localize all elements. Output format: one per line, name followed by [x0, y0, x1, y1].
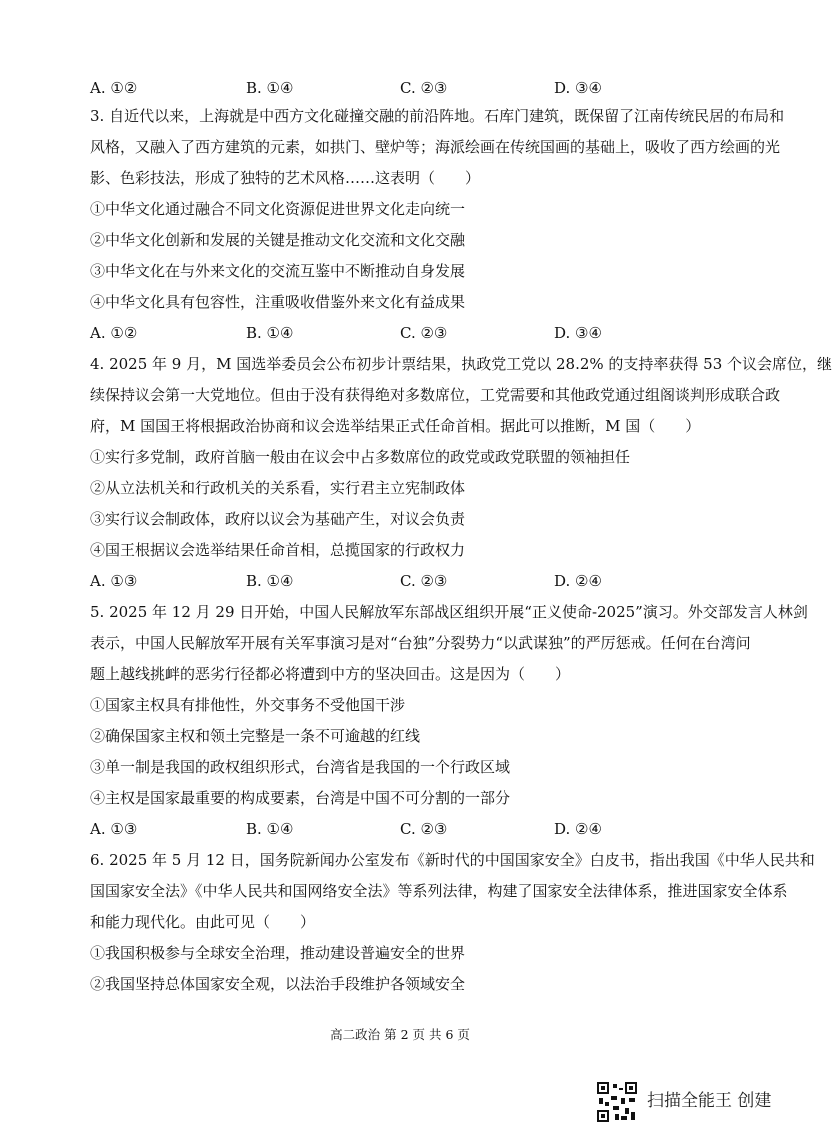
option-d: D. ③④ — [554, 324, 602, 342]
q4-statement: ②从立法机关和行政机关的关系看，实行君主立宪制政体 — [90, 479, 466, 497]
q5-statement: ④主权是国家最重要的构成要素，台湾是中国不可分割的一部分 — [90, 789, 511, 807]
q4-stem-line: 4. 2025 年 9 月，M 国选举委员会公布初步计票结果，执政党工党以 28.2% 的支持率获得 53 个议会席位，继 — [90, 355, 832, 373]
q3-stem-line: 影、色彩技法，形成了独特的艺术风格……这表明（ ） — [90, 169, 481, 187]
option-a: A. ①② — [90, 79, 138, 97]
option-d: D. ③④ — [554, 79, 602, 97]
q4-options — [90, 569, 730, 593]
option-a: A. ①③ — [90, 820, 138, 838]
option-a: A. ①③ — [90, 572, 138, 590]
q5-stem-line: 5. 2025 年 12 月 29 日开始，中国人民解放军东部战区组织开展“正义使命-2025”演习。外交部发言人林剑 — [90, 603, 808, 621]
option-c: C. ②③ — [400, 572, 448, 590]
q5-stem-line: 题上越线挑衅的恶劣行径都必将遭到中方的坚决回击。这是因为（ ） — [90, 665, 571, 683]
q5-options — [90, 817, 730, 841]
q6-stem-line: 和能力现代化。由此可见（ ） — [90, 913, 316, 931]
scanner-watermark — [597, 1080, 797, 1122]
q6-stem-line: 6. 2025 年 5 月 12 日，国务院新闻办公室发布《新时代的中国国家安全》白皮书，指出我国《中华人民共和 — [90, 851, 815, 869]
option-b: B. ①④ — [246, 572, 294, 590]
q5-statement: ②确保国家主权和领土完整是一条不可逾越的红线 — [90, 727, 421, 745]
option-c: C. ②③ — [400, 79, 448, 97]
qr-code-icon — [597, 1082, 637, 1122]
q4-stem-line: 府，M 国国王将根据政治协商和议会选举结果正式任命首相。据此可以推断，M 国（ ） — [90, 417, 701, 435]
q6-statement: ②我国坚持总体国家安全观，以法治手段维护各领域安全 — [90, 975, 466, 993]
q3-statement: ②中华文化创新和发展的关键是推动文化交流和文化交融 — [90, 231, 466, 249]
q6-statement: ①我国积极参与全球安全治理，推动建设普遍安全的世界 — [90, 944, 466, 962]
q5-statement: ③单一制是我国的政权组织形式，台湾省是我国的一个行政区域 — [90, 758, 511, 776]
q4-stem-line: 续保持议会第一大党地位。但由于没有获得绝对多数席位，工党需要和其他政党通过组阁谈判形成联合政 — [90, 386, 781, 404]
q3-options — [90, 321, 730, 345]
q6-stem-line: 国国家安全法》《中华人民共和国网络安全法》等系列法律，构建了国家安全法律体系，推进国家安全体系 — [90, 882, 788, 900]
q5-stem-line: 表示，中国人民解放军开展有关军事演习是对“台独”分裂势力“以武谋独”的严厉惩戒。任何在台湾问 — [90, 634, 751, 652]
q4-statement: ①实行多党制，政府首脑一般由在议会中占多数席位的政党或政党联盟的领袖担任 — [90, 448, 631, 466]
option-b: B. ①④ — [246, 820, 294, 838]
q5-statement: ①国家主权具有排他性，外交事务不受他国干涉 — [90, 696, 406, 714]
q3-stem-line: 风格，又融入了西方建筑的元素，如拱门、壁炉等；海派绘画在传统国画的基础上，吸收了西方绘画的光 — [90, 138, 781, 156]
prev-question-options — [90, 76, 730, 100]
scanner-label: 扫描全能王 创建 — [647, 1091, 772, 1111]
q3-stem-line: 3. 自近代以来，上海就是中西方文化碰撞交融的前沿阵地。石库门建筑，既保留了江南传统民居的布局和 — [90, 107, 785, 125]
q4-statement: ③实行议会制政体，政府以议会为基础产生，对议会负责 — [90, 510, 466, 528]
option-b: B. ①④ — [246, 324, 294, 342]
q3-statement: ④中华文化具有包容性，注重吸收借鉴外来文化有益成果 — [90, 293, 466, 311]
q3-statement: ①中华文化通过融合不同文化资源促进世界文化走向统一 — [90, 200, 466, 218]
option-c: C. ②③ — [400, 324, 448, 342]
page-footer: 高二政治 第 2 页 共 6 页 — [330, 1027, 470, 1042]
q3-statement: ③中华文化在与外来文化的交流互鉴中不断推动自身发展 — [90, 262, 466, 280]
q4-statement: ④国王根据议会选举结果任命首相，总揽国家的行政权力 — [90, 541, 466, 559]
option-d: D. ②④ — [554, 572, 602, 590]
option-c: C. ②③ — [400, 820, 448, 838]
option-b: B. ①④ — [246, 79, 294, 97]
option-a: A. ①② — [90, 324, 138, 342]
option-d: D. ②④ — [554, 820, 602, 838]
